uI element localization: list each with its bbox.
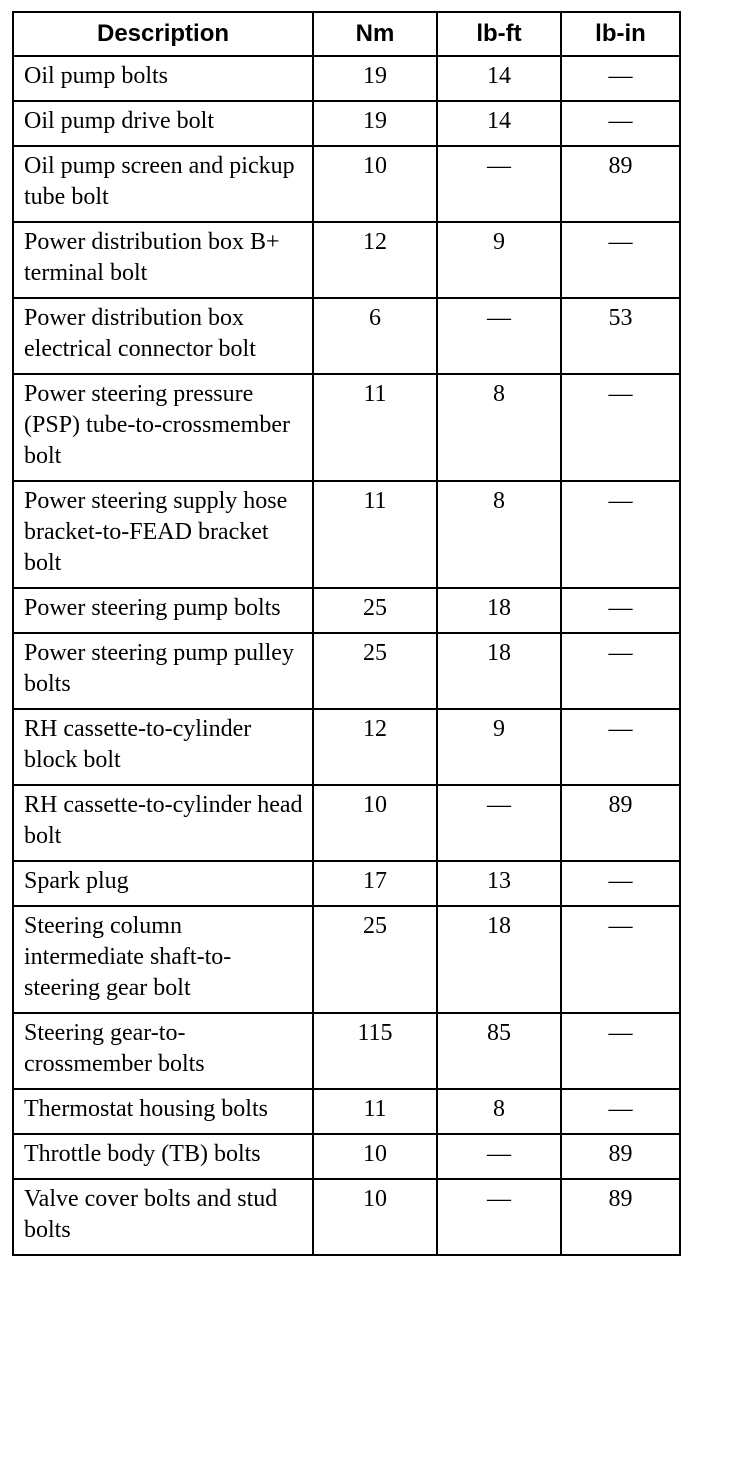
cell-description: Oil pump bolts <box>13 56 313 101</box>
cell-lbft: 14 <box>437 56 561 101</box>
cell-lbft: — <box>437 1134 561 1179</box>
cell-description: Valve cover bolts and stud bolts <box>13 1179 313 1255</box>
cell-nm: 11 <box>313 1089 437 1134</box>
cell-description: Power steering pump bolts <box>13 588 313 633</box>
table-body <box>13 56 680 1255</box>
cell-lbft: 18 <box>437 633 561 709</box>
cell-nm: 11 <box>313 374 437 481</box>
cell-lbin: — <box>561 588 680 633</box>
cell-nm: 6 <box>313 298 437 374</box>
table-row <box>13 906 680 1013</box>
cell-nm: 25 <box>313 906 437 1013</box>
cell-lbin: — <box>561 1013 680 1089</box>
cell-nm: 11 <box>313 481 437 588</box>
table-row <box>13 1089 680 1134</box>
cell-description: Oil pump drive bolt <box>13 101 313 146</box>
cell-nm: 25 <box>313 588 437 633</box>
cell-nm: 19 <box>313 56 437 101</box>
table-row <box>13 1134 680 1179</box>
cell-nm: 25 <box>313 633 437 709</box>
cell-lbft: 9 <box>437 222 561 298</box>
cell-nm: 115 <box>313 1013 437 1089</box>
cell-nm: 10 <box>313 1179 437 1255</box>
header-description: Description <box>13 12 313 56</box>
cell-lbft: 9 <box>437 709 561 785</box>
cell-lbin: 89 <box>561 1179 680 1255</box>
cell-nm: 10 <box>313 785 437 861</box>
cell-description: Thermostat housing bolts <box>13 1089 313 1134</box>
header-nm: Nm <box>313 12 437 56</box>
cell-lbin: — <box>561 633 680 709</box>
cell-description: Steering gear-to-crossmember bolts <box>13 1013 313 1089</box>
cell-description: Power steering pump pulley bolts <box>13 633 313 709</box>
cell-description: Power distribution box electrical connector bolt <box>13 298 313 374</box>
cell-lbft: 14 <box>437 101 561 146</box>
cell-description: Steering column intermediate shaft-to-steering gear bolt <box>13 906 313 1013</box>
table-row <box>13 481 680 588</box>
cell-lbft: — <box>437 785 561 861</box>
cell-nm: 12 <box>313 222 437 298</box>
table-row <box>13 709 680 785</box>
table-row <box>13 222 680 298</box>
cell-lbin: — <box>561 1089 680 1134</box>
cell-description: RH cassette-to-cylinder head bolt <box>13 785 313 861</box>
cell-description: Throttle body (TB) bolts <box>13 1134 313 1179</box>
header-lbft: lb-ft <box>437 12 561 56</box>
table-row <box>13 1179 680 1255</box>
header-lbin: lb-in <box>561 12 680 56</box>
cell-description: RH cassette-to-cylinder block bolt <box>13 709 313 785</box>
table-row <box>13 374 680 481</box>
cell-lbft: 8 <box>437 1089 561 1134</box>
cell-nm: 17 <box>313 861 437 906</box>
cell-description: Spark plug <box>13 861 313 906</box>
table-row <box>13 588 680 633</box>
cell-nm: 10 <box>313 146 437 222</box>
cell-nm: 10 <box>313 1134 437 1179</box>
table-row <box>13 785 680 861</box>
table-row <box>13 1013 680 1089</box>
cell-lbft: — <box>437 298 561 374</box>
cell-lbin: — <box>561 709 680 785</box>
cell-description: Power distribution box B+ terminal bolt <box>13 222 313 298</box>
cell-lbft: — <box>437 146 561 222</box>
table-row <box>13 861 680 906</box>
cell-lbin: — <box>561 374 680 481</box>
table-row <box>13 146 680 222</box>
table-row <box>13 56 680 101</box>
table-row <box>13 298 680 374</box>
cell-description: Power steering supply hose bracket-to-FEAD bracket bolt <box>13 481 313 588</box>
cell-lbft: 8 <box>437 481 561 588</box>
cell-nm: 19 <box>313 101 437 146</box>
cell-lbin: — <box>561 481 680 588</box>
cell-lbin: 89 <box>561 785 680 861</box>
cell-description: Oil pump screen and pickup tube bolt <box>13 146 313 222</box>
cell-lbft: 13 <box>437 861 561 906</box>
cell-lbin: — <box>561 56 680 101</box>
cell-lbft: 18 <box>437 906 561 1013</box>
cell-lbft: — <box>437 1179 561 1255</box>
cell-lbft: 8 <box>437 374 561 481</box>
cell-lbin: — <box>561 861 680 906</box>
cell-lbin: 89 <box>561 1134 680 1179</box>
cell-lbin: — <box>561 101 680 146</box>
cell-lbft: 18 <box>437 588 561 633</box>
cell-lbft: 85 <box>437 1013 561 1089</box>
cell-lbin: 89 <box>561 146 680 222</box>
table-header-row <box>13 12 680 56</box>
table-row <box>13 101 680 146</box>
cell-lbin: — <box>561 222 680 298</box>
table-row <box>13 633 680 709</box>
cell-description: Power steering pressure (PSP) tube-to-crossmember bolt <box>13 374 313 481</box>
torque-specification-table <box>12 11 681 1256</box>
cell-lbin: — <box>561 906 680 1013</box>
cell-nm: 12 <box>313 709 437 785</box>
cell-lbin: 53 <box>561 298 680 374</box>
